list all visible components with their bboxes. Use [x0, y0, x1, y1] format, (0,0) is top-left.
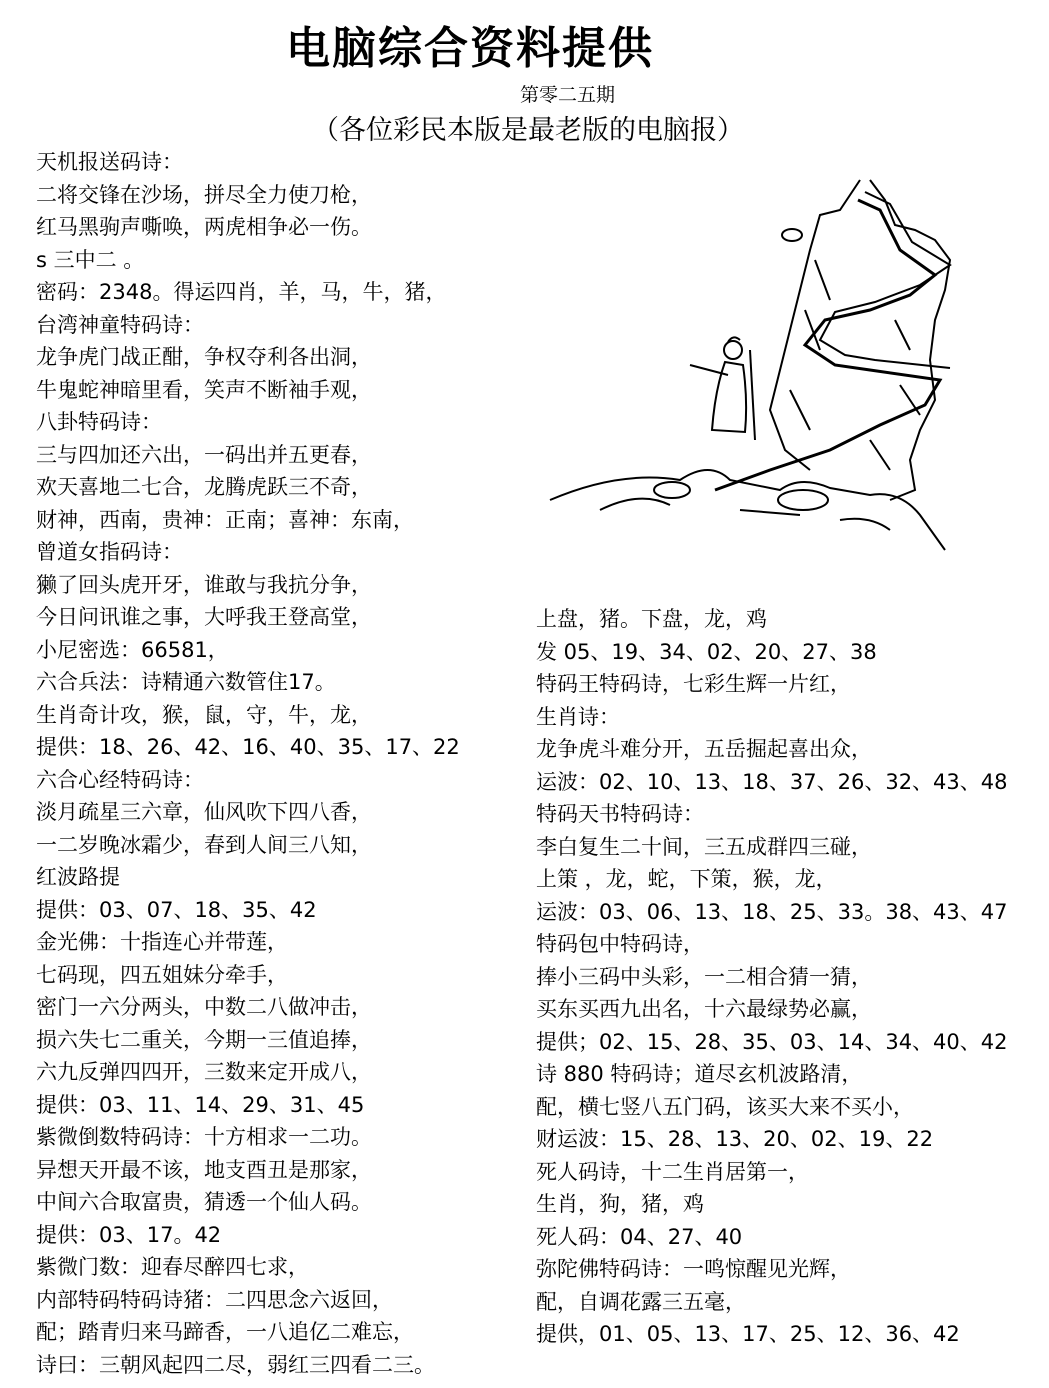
text-line: 提供：03、11、14、29、31、45 — [36, 1092, 365, 1117]
text-line: 金光佛：十指连心并带莲， — [36, 930, 288, 954]
text-line: 生肖，狗，猪，鸡 — [536, 1192, 704, 1216]
text-line: 内部特码特码诗猪：二四思念六返回， — [36, 1287, 393, 1312]
text-line: 配，横七竖八五门码，该买大来不买小， — [536, 1094, 914, 1119]
text-line: 密门一六分两头，中数二八做冲击， — [36, 995, 372, 1019]
right-column — [536, 603, 1041, 1351]
text-line: 运波：03、06、13、18、25、33。38、43、47 — [536, 899, 1008, 924]
text-line: 红马黑驹声嘶唤，两虎相争必一伤。 — [36, 215, 372, 239]
text-line: 今日问讯谁之事，大呼我王登高堂， — [36, 605, 372, 629]
text-line: 中间六合取富贵，猜透一个仙人码。 — [36, 1190, 372, 1214]
text-line: 八卦特码诗： — [36, 410, 162, 434]
text-line: 死人码诗，十二生肖居第一， — [536, 1159, 809, 1184]
text-line: 诗曰：三朝风起四二尽，弱红三四看二三。 — [36, 1352, 435, 1377]
text-line: 配；踏青归来马蹄香，一八追亿二难忘， — [36, 1320, 414, 1344]
text-line: 李白复生二十间，三五成群四三碰， — [536, 834, 872, 859]
text-line: 特码包中特码诗， — [536, 932, 704, 956]
text-line: 三与四加还六出，一码出并五更春， — [36, 442, 372, 467]
text-line: 獭了回头虎开牙，谁敢与我抗分争， — [36, 572, 372, 597]
text-line: 发 05、19、34、02、20、27、38 — [536, 639, 877, 664]
text-line: 生肖奇计攻，猴，鼠，守，牛，龙， — [36, 702, 372, 727]
text-line: 小尼密选：66581， — [36, 637, 229, 662]
text-line: 六九反弹四四开，三数来定开成八， — [36, 1060, 372, 1084]
text-line: 一二岁晚冰霜少，春到人间三八知， — [36, 832, 372, 857]
text-line: 特码王特码诗，七彩生辉一片红， — [536, 672, 851, 696]
text-line: 配，自调花露三五毫， — [536, 1289, 746, 1314]
text-line: 买东买西九出名，十六最绿势必赢， — [536, 997, 872, 1021]
text-line: 牛鬼蛇神暗里看，笑声不断袖手观， — [36, 377, 372, 402]
text-line: 特码天书特码诗： — [536, 802, 704, 826]
text-line: 二将交锋在沙场，拼尽全力使刀枪， — [36, 182, 372, 207]
text-line: 上策 ，龙，蛇，下策，猴，龙， — [536, 867, 837, 891]
text-line: 红波路提 — [36, 865, 120, 889]
text-line: s 三中二 。 — [36, 247, 145, 272]
text-line: 龙争虎斗难分开，五岳掘起喜出众， — [536, 737, 872, 761]
text-line: 财运波：15、28、13、20、02、19、22 — [536, 1127, 934, 1151]
left-column — [36, 146, 536, 1381]
text-line: 六合心经特码诗： — [36, 767, 204, 792]
issue-number: 第零二五期 — [520, 84, 616, 106]
text-line: 提供：18、26、42、16、40、35、17、22 — [36, 735, 460, 759]
mountain-path-illustration — [540, 170, 955, 580]
text-line: 六合兵法：诗精通六数管住17。 — [36, 670, 336, 694]
text-line: 财神，西南，贵神：正南；喜神：东南， — [36, 507, 414, 532]
text-line: 七码现，四五姐妹分牵手， — [36, 962, 288, 987]
text-line: 密码：2348。得运四肖，羊，马，牛，猪， — [36, 280, 447, 304]
text-line: 运波：02、10、13、18、37、26、32、43、48 — [536, 769, 1008, 794]
text-line: 天机报送码诗： — [36, 150, 183, 174]
text-line: 提供：03、17。42 — [36, 1222, 222, 1247]
text-line: 紫微倒数特码诗：十方相求一二功。 — [36, 1125, 372, 1149]
page-title: 电脑综合资料提供 — [286, 23, 654, 74]
text-line: 欢天喜地二七合，龙腾虎跃三不奇， — [36, 475, 372, 499]
text-line: 死人码：04、27、40 — [536, 1224, 743, 1249]
text-line: 台湾神童特码诗： — [36, 312, 204, 337]
text-line: 生肖诗： — [536, 704, 620, 729]
text-line: 上盘，猪。下盘，龙，鸡 — [536, 607, 767, 631]
text-line: 诗 880 特码诗；道尽玄机波路清， — [536, 1062, 863, 1086]
text-line: 紫微门数：迎春尽醉四七求， — [36, 1255, 309, 1279]
text-line: 弥陀佛特码诗：一鸣惊醒见光辉， — [536, 1257, 851, 1281]
text-line: 提供：03、07、18、35、42 — [36, 897, 317, 922]
text-line: 提供，01、05、13、17、25、12、36、42 — [536, 1322, 960, 1346]
text-line: 捧小三码中头彩，一二相合猜一猜， — [536, 964, 872, 989]
subtitle: （各位彩民本版是最老版的电脑报） — [312, 115, 744, 146]
text-line: 曾道女指码诗： — [36, 540, 183, 564]
text-line: 损六失七二重关，今期一三值追捧， — [36, 1027, 372, 1052]
text-line: 龙争虎门战正酣，争权夺利各出洞， — [36, 345, 372, 369]
text-line: 淡月疏星三六章，仙风吹下四八香， — [36, 800, 372, 824]
text-line: 提供；02、15、28、35、03、14、34、40、42 — [536, 1029, 1008, 1054]
text-line: 异想天开最不该，地支酉丑是那家， — [36, 1157, 372, 1182]
